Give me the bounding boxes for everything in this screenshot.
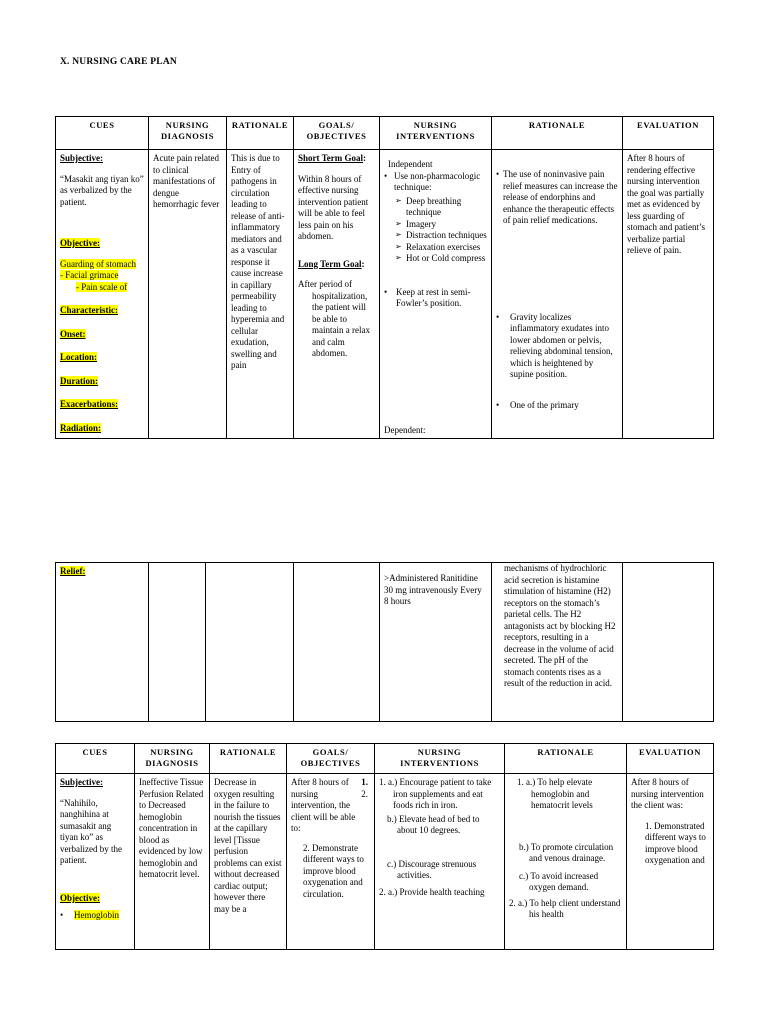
objective-line-1: Guarding of stomach (60, 258, 136, 269)
short-term-goal-text: Within 8 hours of effective nursing intervention patient will be able to feel less pain on his abdomen. (298, 173, 369, 242)
header-rationale: RATIONALE (227, 117, 294, 150)
long-term-goal-text: After period of hospitalization, the patient will be able to maintain a relax and calm abdomen. (298, 279, 370, 359)
nursing-care-plan-table-1 (55, 116, 714, 439)
technique-item: ➢ Hot or Cold compress (406, 253, 487, 265)
nursing-care-plan-table-3 (55, 743, 714, 950)
technique-item: ➢ Relaxation exercises (406, 242, 487, 254)
cues-cell (56, 150, 149, 439)
exacerbations-label: Exacerbations: (60, 399, 118, 410)
goals-cell (294, 150, 380, 439)
characteristic-label: Characteristic: (60, 305, 118, 316)
header-interventions: NURSING INTERVENTIONS (380, 117, 492, 150)
objective-label: Objective: (60, 238, 100, 249)
rationale-2-item-2: • Gravity localizes inflammatory exudates into lower abdomen or pelvis, relieving abdominal tension, which is heightened by supine position. (496, 312, 618, 381)
header-cues: CUES (56, 117, 149, 150)
evaluation-cell: After 8 hours of rendering effective nursing intervention the goal was partially met as evidenced by less guarding of stomach and patient’s verbalize partial relieve of pain. (623, 150, 714, 439)
header-goals: GOALS/ OBJECTIVES (287, 744, 375, 774)
evaluation-item-1: 1. Demonstrated different ways to improve blood oxygenation and (645, 820, 706, 866)
objective-line-2: - Facial grimace (60, 270, 119, 281)
use-nonpharm: • Use non-pharmacologic technique: (384, 171, 487, 194)
keep-rest: • Keep at rest in semi-Fowler’s position. (384, 287, 487, 310)
header-evaluation: EVALUATION (627, 744, 714, 774)
onset-label: Onset: (60, 328, 86, 339)
technique-list (384, 196, 487, 265)
rationale-2-cell (505, 774, 627, 950)
long-term-goal-colon: : (361, 258, 365, 269)
header-rationale-2: RATIONALE (492, 117, 623, 150)
goals-cell (287, 774, 375, 950)
short-term-goal-colon: : (363, 153, 367, 163)
objective-line-3: - Pain scale of (76, 281, 128, 292)
rationale-2-item-1: • The use of noninvasive pain relief measures can increase the release of endorphins and enhance the therapeutic effects of pain relief medications. (496, 169, 618, 227)
subjective-text: “Nahihilo, nanghihina at sumasakit ang tiyan ko” as verbalized by the patient. (60, 797, 122, 866)
page-title: X. NURSING CARE PLAN (60, 57, 177, 67)
technique-item: ➢ Imagery (406, 219, 487, 231)
hemoglobin-item: Hemoglobin (74, 910, 119, 921)
subjective-text: “Masakit ang tiyan ko” as verbalized by the patient. (60, 173, 144, 207)
empty-cell (294, 563, 380, 722)
rationale-cell: Decrease in oxygen resulting in the failure to nourish the tissues at the capillary level [Tissue perfusion problems can exist without decreased cardiac output; however there may be a (210, 774, 287, 950)
header-nursing-diagnosis: NURSING DIAGNOSIS (149, 117, 227, 150)
empty-cell (149, 563, 206, 722)
header-cues: CUES (56, 744, 135, 774)
radiation-label: Radiation: (60, 422, 102, 433)
interventions-cell (380, 150, 492, 439)
relief-label: Relief: (60, 566, 86, 576)
intervention-2a: 2. a.) Provide health teaching (379, 886, 485, 897)
subjective-label: Subjective: (60, 777, 103, 787)
diagnosis-cell: Ineffective Tissue Perfusion Related to Decreased hemoglobin concentration in blood as evidenced by low hemoglobin and hematocrit level. (135, 774, 210, 950)
rationale-1b: b.) To promote circulation and venous drainage. (519, 841, 614, 864)
header-nursing-diagnosis: NURSING DIAGNOSIS (135, 744, 210, 774)
header-goals: GOALS/ OBJECTIVES (294, 117, 380, 150)
ranitidine-intervention-cell: >Administered Ranitidine 30 mg intravenously Every 8 hours (380, 563, 492, 722)
rationale-2-cell (492, 150, 623, 439)
rationale-2-item-3: • One of the primary (496, 400, 618, 412)
diagnosis-cell: Acute pain related to clinical manifestations of dengue hemorrhagic fever (149, 150, 227, 439)
goal-item-2: 2. Demonstrate different ways to improve blood oxygenation and circulation. (303, 842, 364, 899)
independent-label: Independent (388, 159, 433, 169)
subjective-label: Subjective: (60, 153, 103, 163)
technique-item: ➢ Distraction techniques (406, 230, 487, 242)
long-term-goal-label: Long Term Goal (298, 258, 362, 269)
goal-num-2: 2. (361, 789, 368, 799)
dependent-label: Dependent: (384, 425, 426, 436)
short-term-goal-label: Short Term Goal (298, 153, 364, 163)
rationale-cell: This is due to Entry of pathogens in circulation leading to release of anti-inflammatory mediators and as a vascular response it cause increase in capillary permeability leading to hyperemia and cellular exudation, swelling and pain (227, 150, 294, 439)
objective-label: Objective: (60, 892, 100, 903)
duration-label: Duration: (60, 375, 98, 386)
evaluation-cell (627, 774, 714, 950)
relief-cell (56, 563, 149, 722)
nursing-care-plan-table-2 (55, 562, 714, 722)
intervention-1b: b.) Elevate head of bed to about 10 degrees. (387, 813, 480, 836)
rationale-2a: 2. a.) To help client understand his health (509, 897, 621, 920)
header-interventions: NURSING INTERVENTIONS (375, 744, 505, 774)
empty-cell (206, 563, 294, 722)
empty-cell (623, 563, 714, 722)
intervention-1c: c.) Discourage strenuous activities. (387, 858, 477, 881)
rationale-1a: 1. a.) To help elevate hemoglobin and hematocrit levels (517, 777, 593, 811)
rationale-1c: c.) To avoid increased oxygen demand. (519, 870, 599, 893)
goals-intro: After 8 hours of nursing intervention, the client will be able to: (291, 777, 356, 834)
header-rationale-2: RATIONALE (505, 744, 627, 774)
ranitidine-rationale-cell: mechanisms of hydrochloric acid secretion is histamine stimulation of histamine (H2) receptors on the stomach’s parietal cells. The H2 antagonists act by blocking H2 receptors, resulting in a decrease in the volume of acid secreted. The pH of the stomach contents rises as a result of the reduction in acid. (492, 563, 623, 722)
interventions-cell (375, 774, 505, 950)
intervention-1a: 1. a.) Encourage patient to take iron supplements and eat foods rich in iron. (379, 777, 492, 811)
evaluation-intro: After 8 hours of nursing intervention the client was: (631, 777, 704, 811)
goal-num-1: 1. (361, 777, 368, 787)
header-rationale: RATIONALE (210, 744, 287, 774)
header-evaluation: EVALUATION (623, 117, 714, 150)
cues-cell (56, 774, 135, 950)
technique-item: ➢ Deep breathing technique (406, 196, 487, 219)
location-label: Location: (60, 352, 97, 363)
